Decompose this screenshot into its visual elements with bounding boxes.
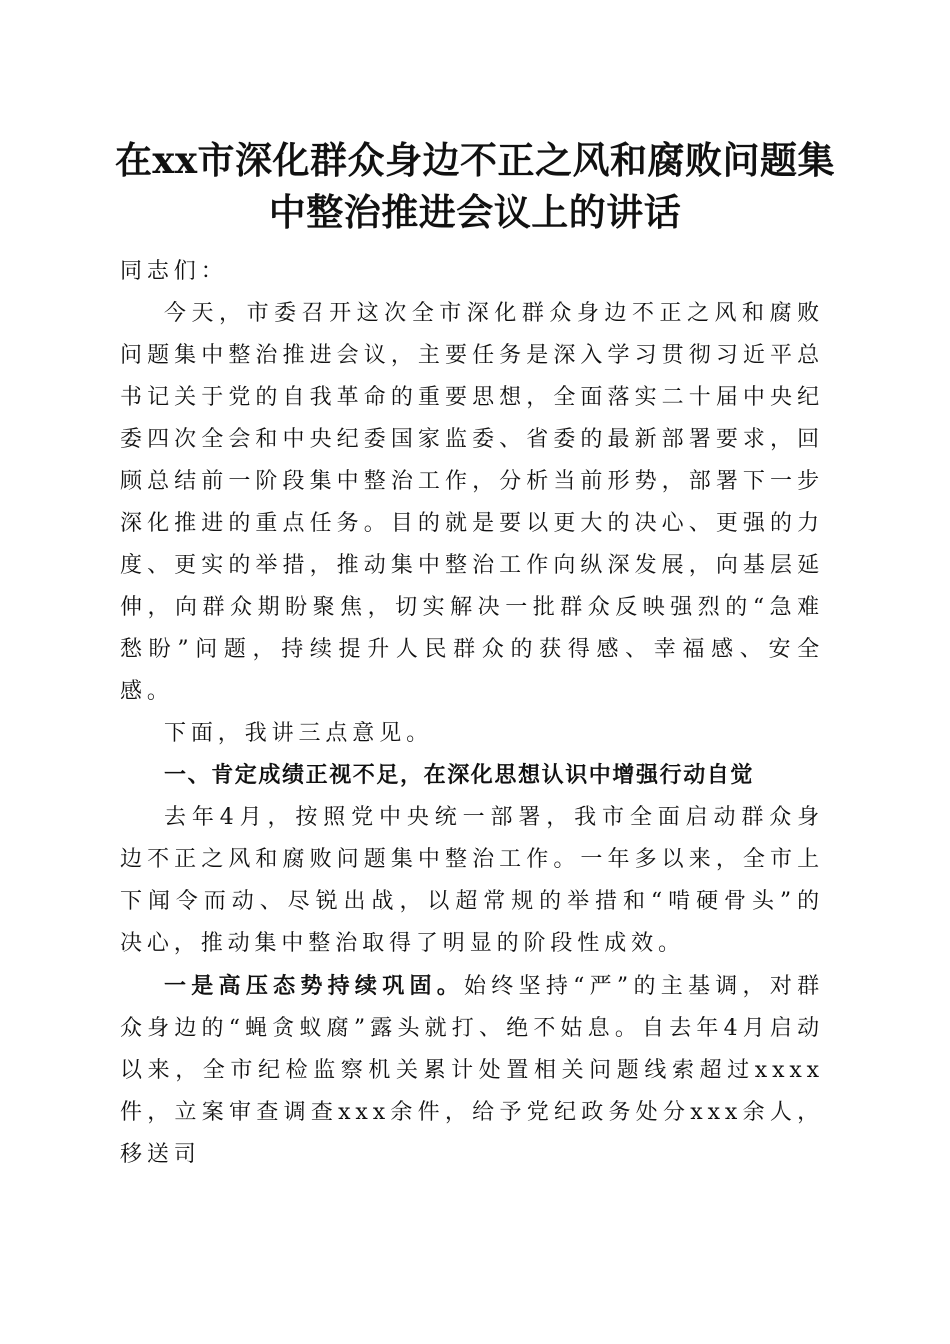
point-1-text: 始终坚持“严”的主基调，对群众身边的“蝇贪蚁腐”露头就打、绝不姑息。自去年4月启动以来，全市纪检监察机关累计处置相关问题线索超过xxxx件，立案审查调查xxx余件，给予党纪政务处分xxx余人，移送司 (120, 974, 824, 1167)
salutation: 同志们： (120, 259, 228, 284)
document-body (120, 251, 824, 1176)
section-heading-1: 一、肯定成绩正视不足，在深化思想认识中增强行动自觉 (164, 763, 755, 788)
section-1-paragraph: 去年4月，按照党中央统一部署，我市全面启动群众身边不正之风和腐败问题集中整治工作。一年多以来，全市上下闻令而动、尽锐出战，以超常规的举措和“啃硬骨头”的决心，推动集中整治取得了明显的阶段性成效。 (120, 805, 824, 956)
preface-paragraph: 下面，我讲三点意见。 (164, 721, 434, 746)
title-line-1: 在xx市深化群众身边不正之风和腐败问题集 (114, 138, 836, 182)
title-line-2: 中整治推进会议上的讲话 (268, 190, 682, 234)
document-title (100, 134, 850, 238)
point-1-lead: 一是高压态势持续巩固。 (164, 973, 465, 999)
intro-paragraph: 今天，市委召开这次全市深化群众身边不正之风和腐败问题集中整治推进会议，主要任务是深入学习贯彻习近平总书记关于党的自我革命的重要思想，全面落实二十届中央纪委四次全会和中央纪委国家监委、省委的最新部署要求，回顾总结前一阶段集中整治工作，分析当前形势，部署下一步深化推进的重点任务。目的就是要以更大的决心、更强的力度、更实的举措，推动集中整治工作向纵深发展，向基层延伸，向群众期盼聚焦，切实解决一批群众反映强烈的“急难愁盼”问题，持续提升人民群众的获得感、幸福感、安全感。 (120, 301, 824, 704)
point-1-paragraph (120, 965, 824, 1176)
